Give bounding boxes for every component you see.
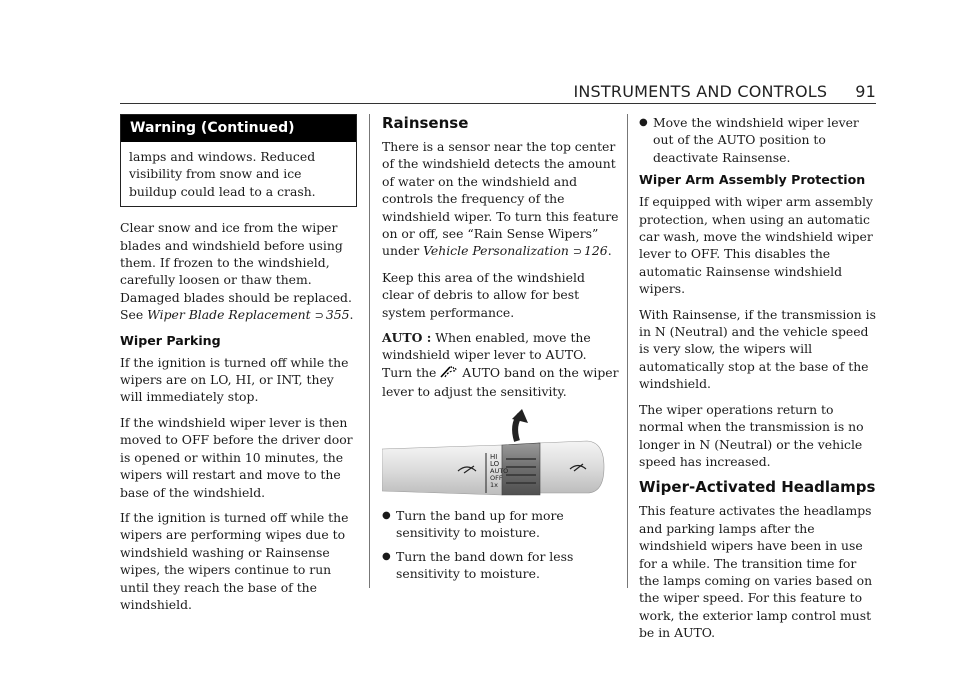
column-divider — [369, 114, 370, 588]
paragraph: If the ignition is turned off while the wipers are on LO, HI, or INT, they will immediately stop. — [120, 354, 349, 405]
rainsense-paragraph: There is a sensor near the top center of the windshield detects the amount of water on the windshield and controls the frequency of the windshield wiper. To turn this feature on or off, see “Rain Sense Wipers” under Vehicle Personalization ⊃ 126. — [382, 139, 619, 259]
paragraph: If the ignition is turned off while the wipers are performing wipes due to windshield washing or Rainsense wipes, the wipers continue to run until they reach the base of the windshield. — [120, 509, 349, 612]
page-number: 91 — [855, 82, 876, 101]
section-title: INSTRUMENTS AND CONTROLS — [573, 82, 828, 101]
paragraph: If equipped with wiper arm assembly protection, when using an automatic car wash, move the windshield wiper lever to OFF. This disables the automatic Rainsense windshield wipers. — [639, 194, 873, 297]
heading-rainsense: Rainsense — [382, 114, 469, 132]
column-3 — [639, 114, 876, 650]
page-ref-icon: ⊃ — [314, 309, 324, 323]
paragraph: If the windshield wiper lever is then moved to OFF before the driver door is opened or within 10 minutes, the wipers will restart and move to the base of the windshield. — [120, 414, 353, 500]
lever-label-lo: LO — [490, 459, 500, 468]
heading-wiper-parking: Wiper Parking — [120, 332, 221, 348]
list-item: ● Turn the band up for more sensitivity to moisture. — [382, 507, 564, 541]
auto-paragraph: AUTO : When enabled, move the windshield wiper lever to AUTO. Turn the AUTO band on the wiper lever to adjust the sensitivity. — [382, 330, 619, 400]
warning-text: lamps and windows. Reduced visibility from snow and ice buildup could lead to a crash. — [129, 149, 316, 199]
warning-box — [120, 114, 357, 207]
column-2 — [382, 114, 619, 588]
paragraph: Keep this area of the windshield clear of debris to allow for best system performance. — [382, 269, 585, 320]
column-1 — [120, 114, 357, 621]
lever-label-auto: AUTO — [490, 466, 509, 475]
heading-wiper-activated-headlamps: Wiper-Activated Headlamps — [639, 478, 876, 497]
page-ref[interactable]: 355 — [325, 307, 350, 323]
rainsense-wiper-icon — [440, 365, 458, 383]
page-ref[interactable]: 126 — [584, 243, 608, 259]
vehicle-personalization-link[interactable]: Vehicle Personalization — [423, 243, 569, 259]
list-item: ● Move the windshield wiper lever out of the AUTO position to deactivate Rainsense. — [639, 115, 859, 165]
warning-title: Warning (Continued) — [121, 115, 356, 142]
header-rule — [120, 103, 876, 104]
list-item: ● Turn the band down for less sensitivity to moisture. — [382, 548, 574, 581]
page-ref-icon: ⊃ — [572, 245, 583, 259]
paragraph: With Rainsense, if the transmission is in N (Neutral) and the vehicle speed is very slow, the wipers will automatically stop at the base of the windshield. — [639, 306, 877, 392]
wiper-lever-illustration — [382, 409, 619, 499]
lever-label-1x: 1x — [490, 480, 498, 489]
paragraph: This feature activates the headlamps and parking lamps after the windshield wipers have been in use for a while. The transition time for the lamps coming on varies based on the wiper speed. For this feature to work, the exterior lamp control must be in AUTO. — [639, 503, 873, 641]
auto-label: AUTO : — [382, 330, 432, 346]
column-divider — [627, 114, 628, 588]
paragraph: The wiper operations return to normal when the transmission is no longer in N (Neutral) or the vehicle speed has increased. — [639, 401, 864, 469]
lever-label-off: OFF — [490, 473, 503, 482]
wiper-blade-link[interactable]: Wiper Blade Replacement — [147, 307, 311, 323]
running-header — [120, 82, 876, 104]
heading-wiper-arm-protection: Wiper Arm Assembly Protection — [639, 172, 866, 188]
lever-label-hi: HI — [490, 452, 498, 461]
snow-ice-paragraph: Clear snow and ice from the wiper blades and windshield before using them. If frozen to the windshield, carefully loosen or thaw them. Damaged blades should be replaced. See Wiper Blade Replacement ⊃ 355. — [120, 220, 354, 323]
